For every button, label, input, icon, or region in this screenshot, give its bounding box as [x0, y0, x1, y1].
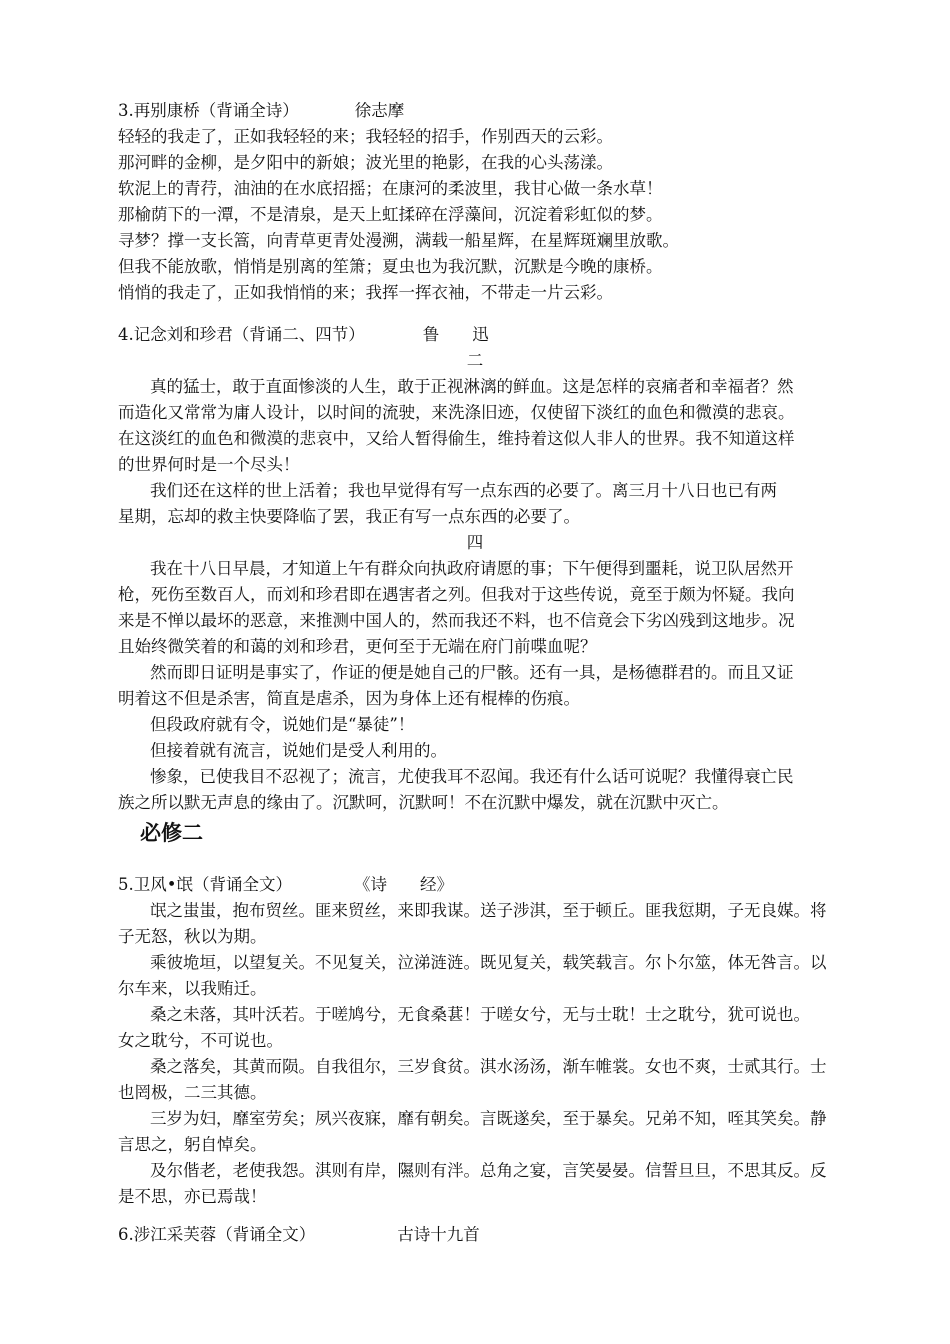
- section-number-4: 四: [466, 533, 484, 552]
- poem5-line: 尔车来，以我贿迁。: [118, 979, 267, 998]
- poem5-line: 子无怒，秋以为期。: [118, 927, 267, 946]
- essay4-line: 且始终微笑着的和蔼的刘和珍君，更何至于无端在府门前喋血呢？: [118, 637, 597, 656]
- poem5-line: 是不思，亦已焉哉！: [118, 1187, 267, 1206]
- poem5-title: 5.卫风•氓（背诵全文）: [118, 875, 292, 894]
- poem3-line: 但我不能放歌，悄悄是别离的笙箫；夏虫也为我沉默，沉默是今晚的康桥。: [118, 257, 663, 276]
- poem5-line: 桑之落矣，其黄而陨。自我徂尔，三岁食贫。淇水汤汤，渐车帷裳。女也不爽，士贰其行。士: [150, 1057, 827, 1076]
- essay4-line: 真的猛士，敢于直面惨淡的人生，敢于正视淋漓的鲜血。这是怎样的哀痛者和幸福者？然: [150, 377, 794, 396]
- poem3-line: 轻轻的我走了，正如我轻轻的来；我轻轻的招手，作别西天的云彩。: [118, 127, 613, 146]
- essay4-line: 然而即日证明是事实了，作证的便是她自己的尸骸。还有一具，是杨德群君的。而且又证: [150, 663, 794, 682]
- poem3-heading: [118, 98, 404, 124]
- poem5-line: 也罔极，二三其德。: [118, 1083, 267, 1102]
- poem3-line: 软泥上的青荇，油油的在水底招摇；在康河的柔波里，我甘心做一条水草！: [118, 179, 663, 198]
- poem6-heading: [118, 1222, 480, 1248]
- poem3-line: 那河畔的金柳，是夕阳中的新娘；波光里的艳影，在我的心头荡漾。: [118, 153, 613, 172]
- poem5-heading: [118, 872, 453, 898]
- poem5-line: 及尔偕老，老使我怨。淇则有岸，隰则有泮。总角之宴，言笑晏晏。信誓旦旦，不思其反。反: [150, 1161, 827, 1180]
- essay4-title: 4.记念刘和珍君（背诵二、四节）: [118, 325, 365, 344]
- poem5-line: 乘彼垝垣，以望复关。不见复关，泣涕涟涟。既见复关，载笑载言。尔卜尔筮，体无咎言。以: [150, 953, 827, 972]
- essay4-author: 鲁 迅: [422, 325, 489, 344]
- essay4-line: 但接着就有流言，说她们是受人利用的。: [150, 741, 447, 760]
- poem5-line: 三岁为妇，靡室劳矣；夙兴夜寐，靡有朝矣。言既遂矣，至于暴矣。兄弟不知，咥其笑矣。静: [150, 1109, 827, 1128]
- essay4-line: 枪，死伤至数百人，而刘和珍君即在遇害者之列。但我对于这些传说，竟至于颇为怀疑。我向: [118, 585, 795, 604]
- poem5-source: 《诗 经》: [353, 875, 453, 894]
- essay4-line: 的世界何时是一个尽头！: [118, 455, 300, 474]
- essay4-heading: [118, 322, 489, 348]
- poem3-line: 悄悄的我走了，正如我悄悄的来；我挥一挥衣袖，不带走一片云彩。: [118, 283, 613, 302]
- poem3-line: 寻梦？撑一支长篙，向青草更青处漫溯，满载一船星辉，在星辉斑斓里放歌。: [118, 231, 679, 250]
- poem5-line: 桑之未落，其叶沃若。于嗟鸠兮，无食桑葚！于嗟女兮，无与士耽！士之耽兮，犹可说也。: [150, 1005, 810, 1024]
- essay4-line: 来是不惮以最坏的恶意，来推测中国人的，然而我还不料，也不信竟会下劣凶残到这地步。况: [118, 611, 795, 630]
- poem5-line: 女之耽兮，不可说也。: [118, 1031, 283, 1050]
- poem3-line: 那榆荫下的一潭，不是清泉，是天上虹揉碎在浮藻间，沉淀着彩虹似的梦。: [118, 205, 663, 224]
- poem5-line: 言思之，躬自悼矣。: [118, 1135, 267, 1154]
- essay4-line: 惨象，已使我目不忍视了；流言，尤使我耳不忍闻。我还有什么话可说呢？我懂得衰亡民: [150, 767, 794, 786]
- essay4-line: 星期，忘却的救主快要降临了罢，我正有写一点东西的必要了。: [118, 507, 580, 526]
- poem6-author: 古诗十九首: [397, 1225, 480, 1244]
- essay4-line: 明着这不但是杀害，简直是虐杀，因为身体上还有棍棒的伤痕。: [118, 689, 580, 708]
- essay4-line: 我们还在这样的世上活着；我也早觉得有写一点东西的必要了。离三月十八日也已有两: [150, 481, 777, 500]
- essay4-line: 我在十八日早晨，才知道上午有群众向执政府请愿的事；下午便得到噩耗，说卫队居然开: [150, 559, 794, 578]
- section-heading: 必修二: [140, 821, 203, 845]
- poem6-title: 6.涉江采芙蓉（背诵全文）: [118, 1225, 316, 1244]
- essay4-line: 但段政府就有令，说她们是“暴徒”！: [150, 715, 415, 734]
- essay4-line: 而造化又常常为庸人设计，以时间的流驶，来洗涤旧迹，仅使留下淡红的血色和微漠的悲哀。: [118, 403, 795, 422]
- poem3-author: 徐志摩: [354, 101, 405, 120]
- poem3-title: 3.再别康桥（背诵全诗）: [118, 101, 299, 120]
- essay4-line: 在这淡红的血色和微漠的悲哀中，又给人暂得偷生，维持着这似人非人的世界。我不知道这样: [118, 429, 795, 448]
- section-number-2: 二: [466, 351, 484, 370]
- essay4-line: 族之所以默无声息的缘由了。沉默呵，沉默呵！不在沉默中爆发，就在沉默中灭亡。: [118, 793, 729, 812]
- poem5-line: 氓之蚩蚩，抱布贸丝。匪来贸丝，来即我谋。送子涉淇，至于顿丘。匪我愆期，子无良媒。将: [150, 901, 827, 920]
